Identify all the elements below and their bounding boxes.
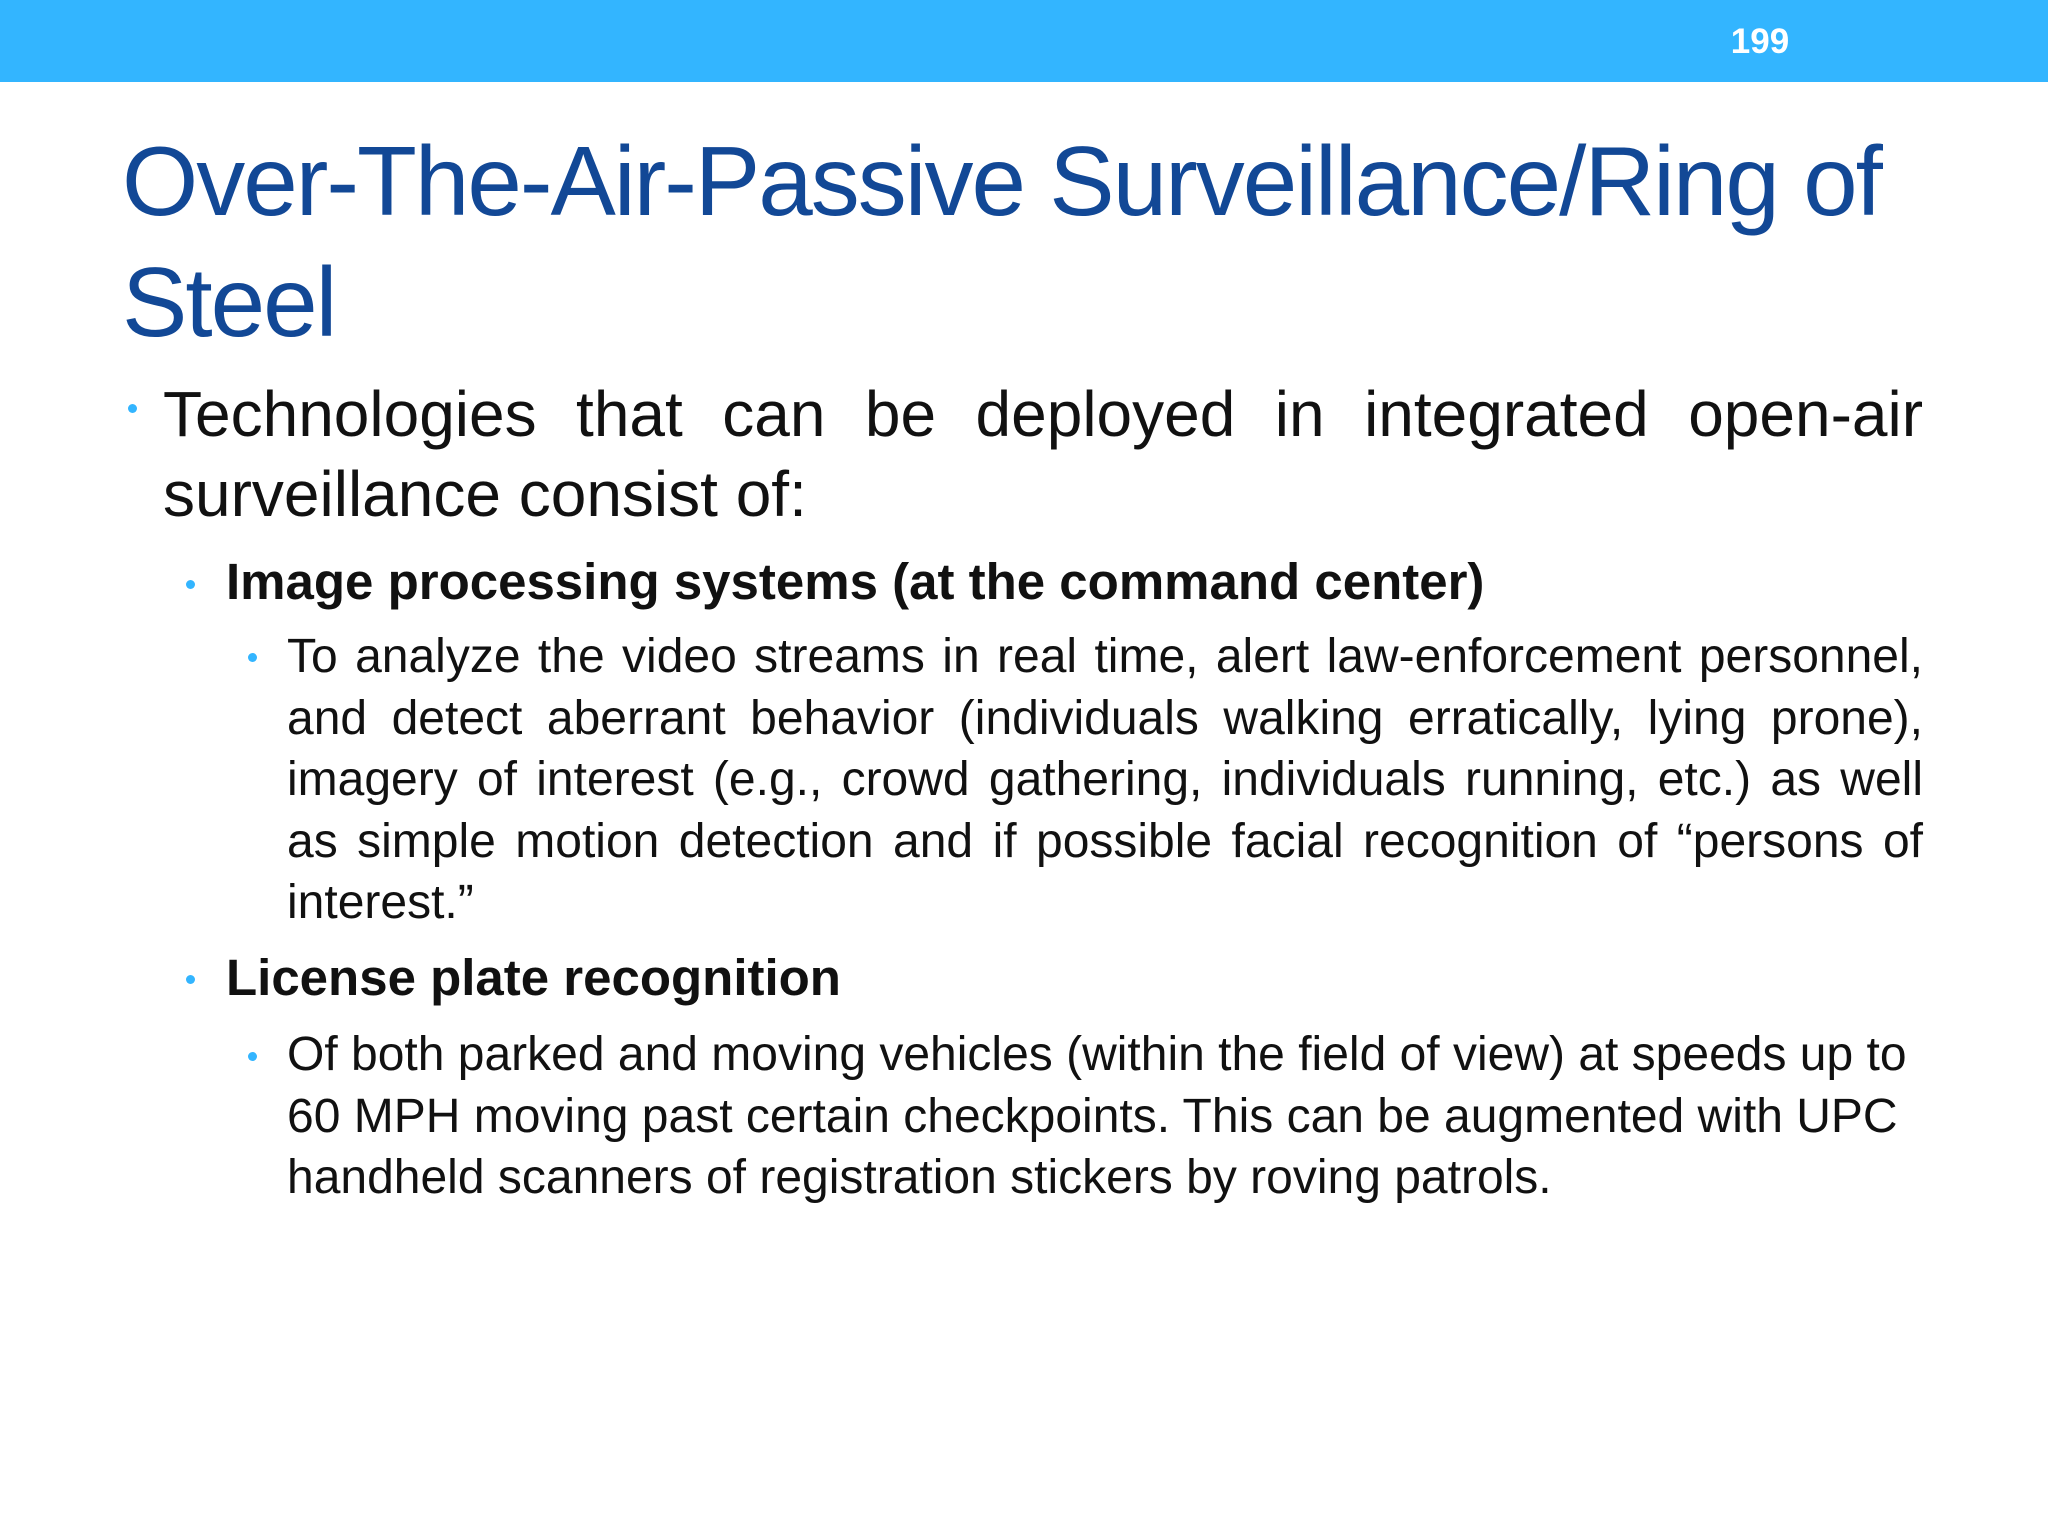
intro-bullet: Technologies that can be deployed in integrated open-air surveillance consist of: xyxy=(163,378,1923,530)
subheading-image-processing: Image processing systems (at the command center) xyxy=(226,553,1485,610)
top-bar xyxy=(0,0,2048,82)
slide-title: Over-The-Air-Passive Surveillance/Ring of Steel xyxy=(122,126,1881,357)
detail-license-plate: Of both parked and moving vehicles (within the field of view) at speeds up to 60 MPH moving past certain checkpoints. This can be augmented with UPC handheld scanners of registration stickers by roving patrols. xyxy=(287,1028,1907,1204)
slide-number: 199 xyxy=(1730,22,1790,61)
subheading-license-plate: License plate recognition xyxy=(226,949,841,1006)
bullet-dot-icon xyxy=(128,404,137,413)
detail-image-processing: To analyze the video streams in real time, alert law-enforcement personnel, and detect aberrant behavior (individuals walking erratically, lying prone), imagery of interest (e.g., crowd gathering, individuals running, etc.) as well as simple motion detection and if possible facial recognition of “persons of interest.” xyxy=(287,630,1923,929)
bullet-dot-icon xyxy=(248,1052,257,1061)
bullet-dot-icon xyxy=(186,580,195,589)
bullet-dot-icon xyxy=(248,653,257,662)
bullet-dot-icon xyxy=(186,975,195,984)
